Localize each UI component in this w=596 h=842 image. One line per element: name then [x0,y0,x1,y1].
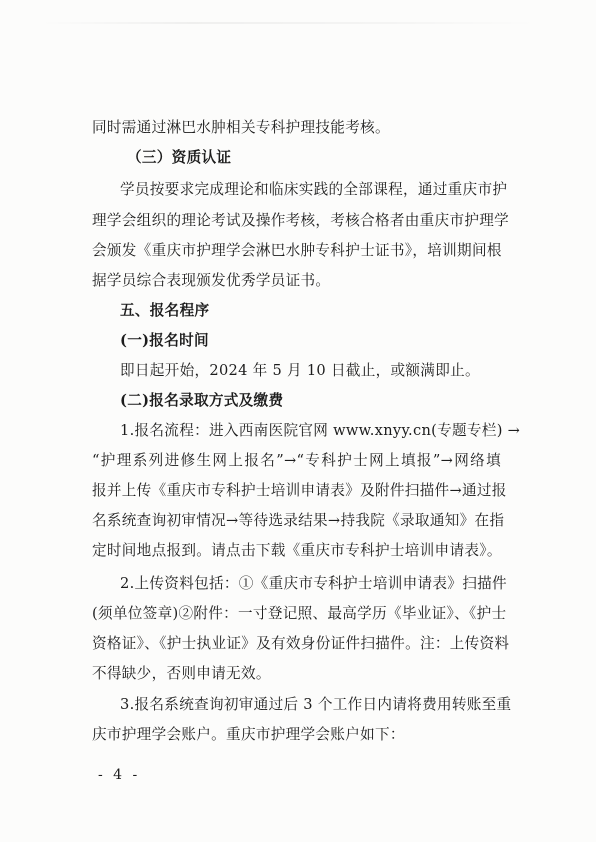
text-line: 2.上传资料包括：①《重庆市专科护士培训申请表》扫描件 [120,575,507,592]
page-number: - 4 - [98,767,141,783]
subsection-heading-method: (二)报名录取方式及缴费 [120,392,284,409]
text-line: 资格证》、《护士执业证》及有效身份证件扫描件。注：上传资料 [92,635,510,652]
text-line: 学员按要求完成理论和临床实践的全部课程，通过重庆市护 [120,181,508,198]
text-line: 报并上传《重庆市专科护士培训申请表》及附件扫描件→通过报 [92,482,507,499]
text-line: 3.报名系统查询初审通过后 3 个工作日内请将费用转账至重 [120,696,512,713]
text-line: 名系统查询初审情况→等待选录结果→持我院《录取通知》在指 [92,512,505,529]
section-heading-registration: 五、报名程序 [120,302,210,319]
text-line: 庆市护理学会账户。重庆市护理学会账户如下： [92,726,405,743]
subsection-heading-time: (一)报名时间 [120,332,209,349]
text-line: 会颁发《重庆市护理学会淋巴水肿专科护士证书》，培训期间根 [92,242,502,259]
text-line: 即日起开始，2024 年 5 月 10 日截止，或额满即止。 [120,362,480,379]
text-line: 1.报名流程：进入西南医院官网 www.xnyy.cn(专题专栏) → [120,422,521,439]
text-line: 据学员综合表现颁发优秀学员证书。 [92,272,331,289]
text-line: 定时间地点报到。请点击下载《重庆市专科护士培训申请表》。 [92,542,502,559]
scan-artifact [40,22,540,24]
text-line: 理学会组织的理论考试及操作考核，考核合格者由重庆市护理学 [92,212,510,229]
text-line: “护理系列进修生网上报名”→“专科护士网上填报”→网络填 [92,452,501,469]
section-heading-qualification: （三）资质认证 [127,149,232,166]
text-line: 同时需通过淋巴水肿相关专科护理技能考核。 [92,119,390,136]
text-line: 不得缺少，否则申请无效。 [92,665,271,682]
text-line: (须单位签章)②附件：一寸登记照、最高学历《毕业证》、《护士 [92,605,507,622]
